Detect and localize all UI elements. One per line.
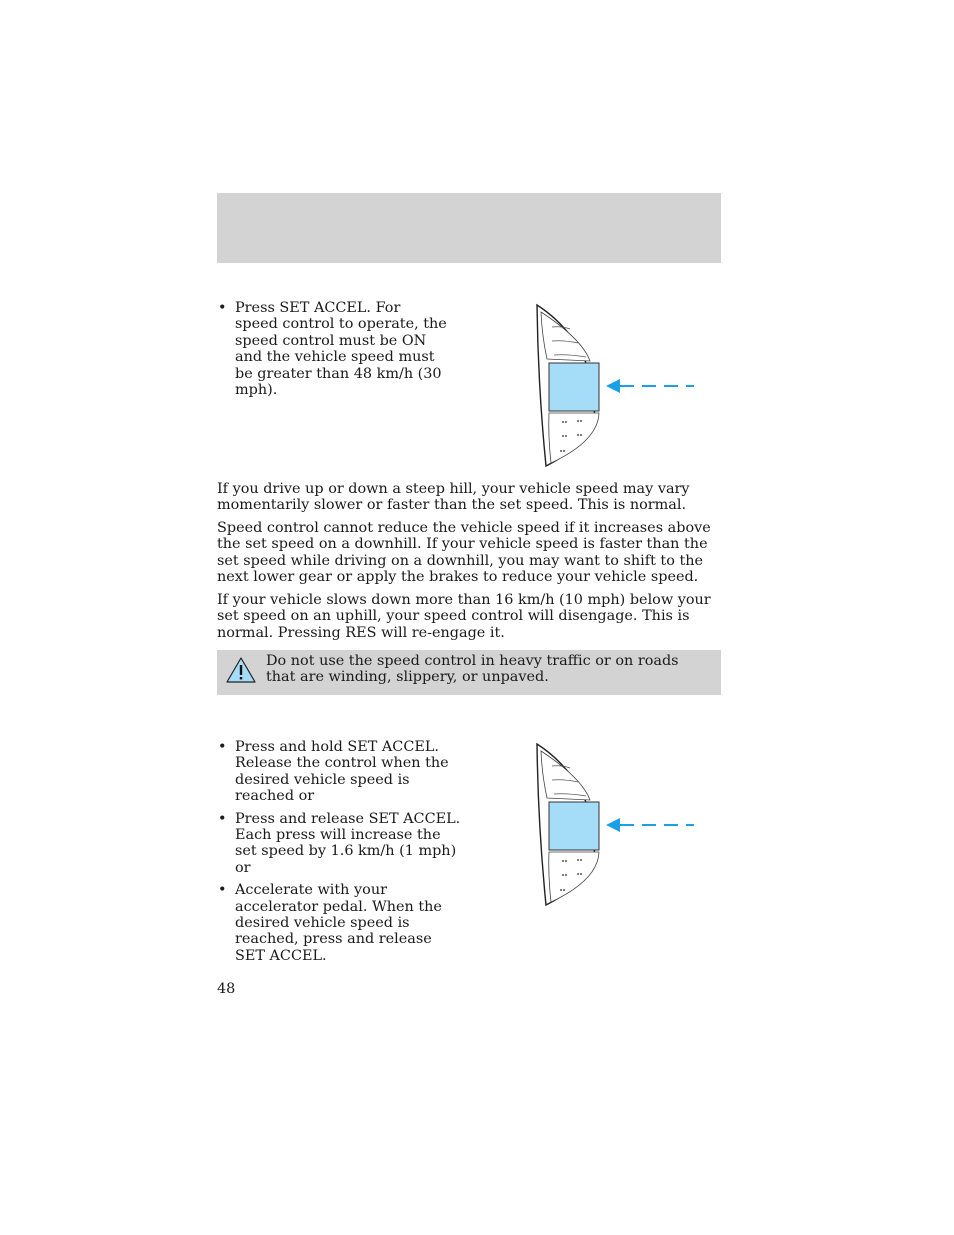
increase-speed-instructions (217, 739, 465, 970)
list-item (217, 300, 447, 398)
list-item-text: Press and hold SET ACCEL. Release the control when the desired vehicle speed is reached or (235, 739, 449, 805)
speed-control-switch-illustration (530, 301, 700, 469)
warning-text: Do not use the speed control in heavy traffic or on roads that are winding, slippery, or unpaved. (266, 653, 679, 686)
list-item-text: Press SET ACCEL. For speed control to operate, the speed control must be ON and the vehicle speed must be greater than 48 km/h (30 mph). (235, 300, 447, 399)
section-header-band (217, 193, 721, 263)
bullet-glyph: • (218, 882, 227, 899)
paragraph-uphill: If your vehicle slows down more than 16 km/h (10 mph) below your set speed on an uphill, your speed control will disengage. This is normal. Pressing RES will re-engage it. (217, 592, 711, 641)
set-speed-instructions (217, 300, 447, 404)
speed-control-switch-illustration (530, 740, 700, 908)
set-accel-button-highlight (549, 802, 599, 850)
pointer-arrow-icon (606, 818, 694, 832)
warning-callout (217, 650, 721, 695)
list-item (217, 811, 465, 877)
list-item (217, 739, 465, 805)
bullet-glyph: • (218, 810, 227, 827)
list-item (217, 882, 465, 964)
list-item-text: Accelerate with your accelerator pedal. When the desired vehicle speed is reached, press and release SET ACCEL. (235, 882, 442, 964)
pointer-arrow-icon (606, 379, 694, 393)
bullet-glyph: • (218, 739, 227, 755)
paragraph-hill-variation: If you drive up or down a steep hill, your vehicle speed may vary momentarily slower or faster than the set speed. This is normal. (217, 481, 690, 514)
page-number: 48 (217, 981, 236, 997)
warning-triangle-icon (225, 656, 257, 684)
set-accel-button-highlight (549, 363, 599, 411)
bullet-glyph: • (218, 300, 227, 316)
list-item-text: Press and release SET ACCEL. Each press will increase the set speed by 1.6 km/h (1 mph) or (235, 810, 461, 876)
paragraph-downhill: Speed control cannot reduce the vehicle speed if it increases above the set speed on a downhill. If your vehicle speed is faster than the set speed while driving on a downhill, you may want to shift to the next lower gear or apply the brakes to reduce your vehicle speed. (217, 520, 711, 586)
